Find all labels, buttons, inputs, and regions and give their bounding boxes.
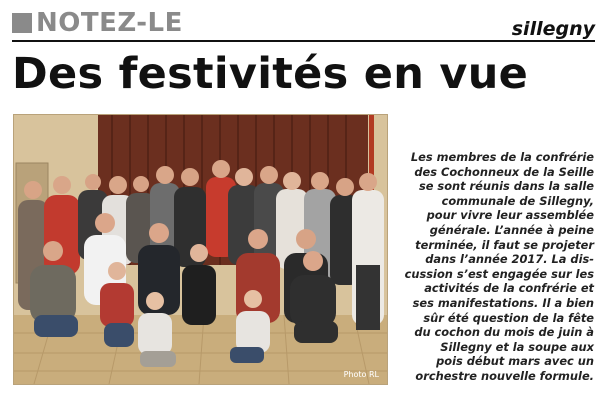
article-line: Les membres de la confrérie	[410, 150, 594, 164]
article-line: cussion s’est engagée sur les	[404, 266, 594, 281]
header-divider	[12, 40, 595, 42]
town-label: sillegny	[511, 18, 595, 40]
article-line: générale. L’année à peine	[429, 222, 594, 237]
article-line: orchestre nouvelle formule.	[415, 368, 594, 383]
photo-credit: Photo RL	[343, 370, 379, 379]
article-line: terminée, il faut se projeter	[415, 237, 594, 252]
article-line: pour vivre leur assemblée	[426, 208, 594, 223]
article-header	[12, 8, 595, 41]
headline: Des festivités en vue	[12, 49, 529, 99]
group-photo	[13, 114, 388, 385]
article-line: se sont réunis dans la salle	[418, 179, 594, 194]
group-photo-illustration	[14, 115, 387, 384]
article-line: des Cochonneux de la Seille	[414, 164, 594, 179]
rubric-square-icon	[12, 13, 32, 33]
article-line: communale de Sillegny,	[441, 193, 594, 208]
article-line: ses manifestations. Il a bien	[412, 295, 594, 310]
article-body	[398, 150, 594, 384]
article-line: sûr été question de la fête	[423, 310, 594, 325]
article-line: dans l’année 2017. La dis-	[425, 252, 594, 267]
article-line: pois début mars avec un	[436, 354, 594, 369]
article-line: du cochon du mois de juin à	[414, 325, 594, 340]
rubric-label: NOTEZ-LE	[36, 8, 183, 38]
article-line: activités de la confrérie et	[424, 281, 594, 296]
article-line: Sillegny et la soupe aux	[440, 339, 594, 354]
